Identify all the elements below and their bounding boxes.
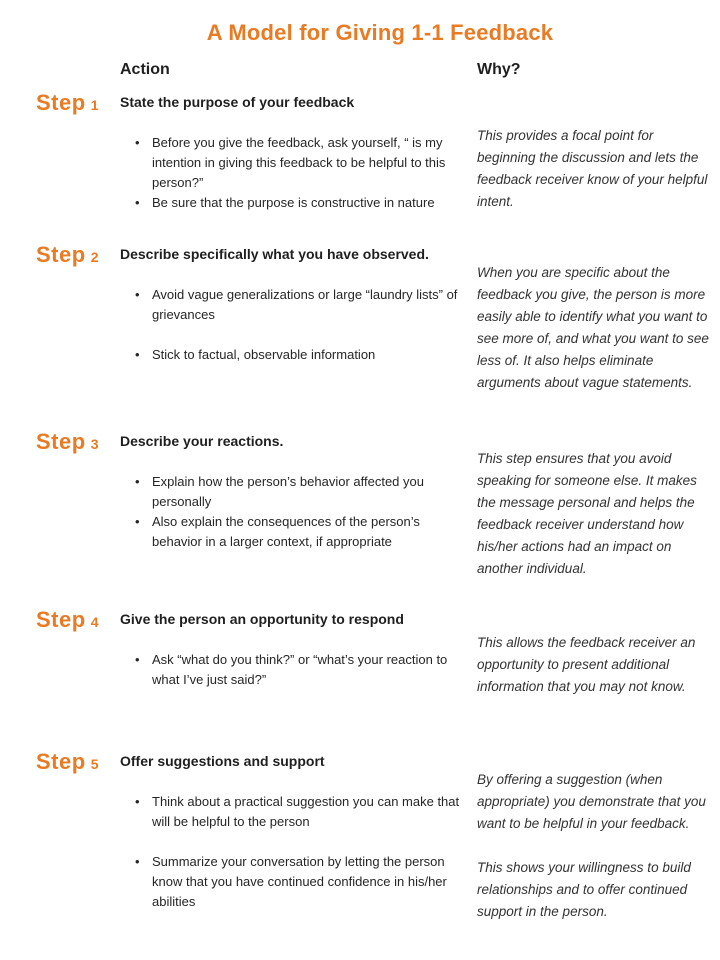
action-bullet: • Think about a practical suggestion you can make that will be helpful to the person — [120, 792, 465, 832]
step-5-label — [36, 751, 99, 775]
why-text: This allows the feedback receiver an opportunity to present additional information that you may not know. — [477, 635, 696, 694]
action-bullet: • Ask “what do you think?” or “what’s your reaction to what I’ve just said?” — [120, 650, 465, 690]
step-2-action — [120, 244, 465, 365]
step-number: 5 — [90, 756, 99, 772]
action-bullet: • Before you give the feedback, ask yourself, “ is my intention in giving this feedback to be helpful to this person?” — [120, 133, 465, 193]
action-bullet-list — [120, 792, 465, 912]
step-1-action — [120, 92, 465, 213]
step-4-action — [120, 609, 465, 690]
action-bullet-list — [120, 650, 465, 690]
column-header-why: Why? — [477, 61, 521, 78]
action-heading: Give the person an opportunity to respond — [120, 611, 404, 627]
step-3-label — [36, 431, 99, 455]
why-text: This step ensures that you avoid speaking for someone else. It makes the message personal and helps the feedback receiver understand how his/her actions had an impact on another individual. — [477, 451, 697, 576]
action-heading: State the purpose of your feedback — [120, 94, 355, 110]
step-word: Step — [36, 90, 86, 115]
action-bullet: • Stick to factual, observable information — [120, 345, 465, 365]
action-heading: Offer suggestions and support — [120, 753, 325, 769]
step-word: Step — [36, 607, 86, 632]
action-bullet: • Summarize your conversation by letting the person know that you have continued confidence in his/her abilities — [120, 852, 465, 912]
page-title: A Model for Giving 1-1 Feedback — [206, 20, 554, 45]
action-bullet: • Be sure that the purpose is constructive in nature — [120, 193, 465, 213]
action-heading: Describe your reactions. — [120, 433, 284, 449]
step-5-why — [477, 769, 709, 923]
step-3-why — [477, 448, 709, 580]
action-bullet-list — [120, 285, 465, 365]
action-bullet-list — [120, 472, 465, 552]
step-number: 3 — [90, 436, 99, 452]
step-number: 2 — [90, 249, 99, 265]
step-1-label — [36, 92, 99, 116]
column-header-action: Action — [120, 61, 170, 78]
action-bullet: • Also explain the consequences of the person’s behavior in a larger context, if appropriate — [120, 512, 465, 552]
step-word: Step — [36, 429, 86, 454]
step-2-label — [36, 244, 99, 268]
step-1-why — [477, 125, 709, 213]
why-text: This provides a focal point for beginning the discussion and lets the feedback receiver know of your helpful intent. — [477, 128, 708, 209]
step-4-why — [477, 632, 709, 698]
action-heading: Describe specifically what you have observed. — [120, 246, 429, 262]
action-bullet: • Explain how the person’s behavior affected you personally — [120, 472, 465, 512]
step-4-label — [36, 609, 99, 633]
step-number: 1 — [90, 97, 99, 113]
why-text: By offering a suggestion (when appropriate) you demonstrate that you want to be helpful in your feedback. — [477, 772, 706, 831]
action-bullet: • Avoid vague generalizations or large “laundry lists” of grievances — [120, 285, 465, 325]
step-word: Step — [36, 242, 86, 267]
step-word: Step — [36, 749, 86, 774]
step-3-action — [120, 431, 465, 552]
step-number: 4 — [90, 614, 99, 630]
action-bullet-list — [120, 133, 465, 213]
why-text: When you are specific about the feedback you give, the person is more easily able to identify what you want to see more of, and what you want to see less of. It also helps eliminate arguments about vague statements. — [477, 265, 709, 390]
step-2-why — [477, 262, 709, 394]
why-text: This shows your willingness to build relationships and to offer continued support in the person. — [477, 860, 691, 919]
step-5-action — [120, 751, 465, 912]
